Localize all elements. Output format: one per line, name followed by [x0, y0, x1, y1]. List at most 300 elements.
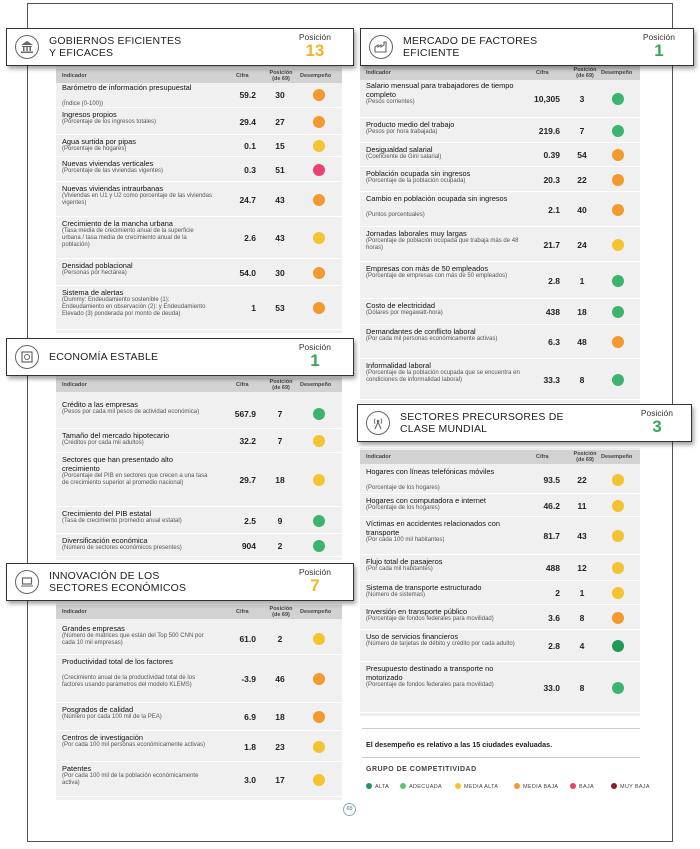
indicator-rank: 7: [277, 436, 283, 446]
header-cifra: Cifra: [236, 73, 249, 79]
section-position: [299, 342, 331, 370]
indicator-value: 29.7: [239, 475, 256, 485]
indicator-value: 46.2: [543, 501, 560, 511]
indicator-description: (Por cada 100 mil personas económicamente activas): [62, 742, 206, 748]
indicator-row: [56, 259, 342, 286]
position-value: 13: [305, 41, 325, 60]
performance-dot: [612, 587, 624, 599]
legend-item: [455, 783, 498, 790]
header-desempeno: Desempeño: [601, 454, 633, 460]
header-indicador: Indicador: [366, 454, 391, 460]
indicator-rank: 8: [579, 613, 585, 623]
indicator-value: 20.3: [543, 175, 560, 185]
indicator-row: [56, 762, 342, 797]
header-cifra: Cifra: [536, 454, 549, 460]
indicator-name: Sectores que han presentado alto crecimiento: [62, 455, 173, 473]
indicator-row: [360, 630, 640, 662]
section-position: [299, 567, 331, 595]
indicator-description: (Por cada mil habitantes): [366, 566, 433, 572]
indicator-name: Diversificación económica: [62, 536, 148, 545]
indicator-description: (Porcentaje de los hogares): [366, 485, 440, 491]
legend-label: MEDIA ALTA: [464, 784, 499, 790]
performance-dot: [612, 612, 624, 624]
indicator-name: Sistema de alertas: [62, 288, 124, 297]
performance-dot: [313, 741, 325, 753]
indicator-value: 1: [251, 303, 256, 313]
indicator-description: (Porcentaje de población ocupada que trabaja más de 48 horas): [366, 238, 519, 251]
performance-dot: [313, 408, 325, 420]
indicator-name: Crédito a las empresas: [62, 400, 138, 409]
indicator-value: 0.39: [543, 150, 560, 160]
indicator-row: [360, 299, 640, 325]
header-posicion: [570, 451, 600, 463]
performance-dot: [612, 306, 624, 318]
indicator-name: Víctimas en accidentes relacionados con transporte: [366, 519, 500, 537]
indicator-description: (Créditos por cada mil adultos): [62, 440, 144, 446]
indicator-description: (Pesos corrientes): [366, 99, 415, 105]
indicator-name: Flujo total de pasajeros: [366, 557, 443, 566]
section-position: [299, 32, 331, 60]
header-de69-label: (de 69): [576, 457, 594, 463]
indicator-rank: 53: [275, 303, 285, 313]
indicator-description: (Porcentaje de la población ocupada que se encuentra en condiciones de informalidad laboral): [366, 370, 520, 383]
section-header: [6, 338, 354, 376]
indicator-row: [360, 262, 640, 299]
indicator-description: (Tasa media de crecimiento anual de la superficie urbana / tasa media de crecimiento anual de la población): [62, 228, 194, 248]
indicator-rank: 7: [277, 409, 283, 419]
legend-dot: [400, 783, 406, 789]
indicator-name: Ingresos propios: [62, 110, 117, 119]
header-posicion-label: Posición: [269, 379, 293, 385]
section-title: [49, 351, 158, 363]
indicator-name: Uso de servicios financieros: [366, 632, 459, 641]
indicator-value: 2: [555, 588, 560, 598]
indicator-name: Agua surtida por pipas: [62, 137, 136, 146]
indicator-value: 24.7: [239, 195, 256, 205]
performance-dot: [612, 682, 624, 694]
header-posicion-label: Posición: [573, 67, 597, 73]
position-label: Posición: [298, 567, 331, 577]
indicator-rank: 8: [579, 375, 585, 385]
position-value: 1: [310, 351, 320, 370]
indicator-rank: 24: [577, 240, 587, 250]
indicator-description: (Porcentaje de la población ocupada): [366, 178, 466, 184]
indicator-row: [360, 581, 640, 605]
divider: [362, 757, 640, 758]
indicator-row: [360, 325, 640, 359]
indicator-name: Jornadas laborales muy largas: [366, 229, 467, 238]
indicator-description: (Índice (0-100)): [62, 101, 104, 107]
indicator-description: (Porcentaje del PIB en sectores que crecen a una tasa de crecimiento superior al promedio nacional): [62, 473, 208, 486]
legend-label: ALTA: [375, 784, 390, 790]
indicator-row: [56, 217, 342, 259]
indicator-rank: 43: [275, 233, 285, 243]
legend-title: GRUPO DE COMPETITIVIDAD: [366, 766, 477, 773]
performance-dot: [313, 515, 325, 527]
indicator-rank: 46: [275, 674, 285, 684]
indicator-rank: 4: [579, 641, 585, 651]
header-indicador: Indicador: [62, 73, 87, 79]
indicator-rank: 3: [579, 94, 585, 104]
indicator-description: (Pesos por hora trabajada): [366, 129, 438, 135]
indicator-row: [56, 157, 342, 182]
indicator-value: 2.8: [548, 641, 560, 651]
indicator-name: Empresas con más de 50 empleados: [366, 264, 489, 273]
indicator-name: Barómetro de información presupuestal: [62, 83, 192, 92]
indicator-row: [56, 398, 342, 429]
header-posicion-label: Posición: [269, 70, 293, 76]
indicator-rank: 7: [579, 126, 585, 136]
performance-dot: [612, 562, 624, 574]
indicator-rank: 12: [577, 563, 587, 573]
legend-item: [570, 783, 594, 790]
indicator-row: [56, 731, 342, 762]
section-header: [6, 28, 354, 66]
legend-dot: [514, 783, 520, 789]
performance-dot: [313, 267, 325, 279]
indicator-name: Hogares con computadora e internet: [366, 496, 486, 505]
performance-dot: [612, 239, 624, 251]
performance-dot: [313, 232, 325, 244]
indicator-value: 61.0: [239, 634, 256, 644]
indicator-value: 6.9: [244, 712, 256, 722]
indicator-row: [360, 517, 640, 555]
indicator-value: 33.3: [543, 375, 560, 385]
indicator-value: 33.0: [543, 683, 560, 693]
indicator-description: (Porcentaje de las viviendas vigentes): [62, 168, 164, 174]
divider: [362, 728, 640, 729]
performance-dot: [612, 640, 624, 652]
indicator-rank: 9: [277, 516, 283, 526]
indicator-row: [360, 359, 640, 400]
indicator-rank: 27: [275, 117, 285, 127]
performance-dot: [612, 174, 624, 186]
indicator-value: 2.8: [548, 276, 560, 286]
indicator-name: Patentes: [62, 764, 92, 773]
indicator-value: 93.5: [543, 475, 560, 485]
indicator-name: Producto medio del trabajo: [366, 120, 455, 129]
section-title-line1: SECTORES PRECURSORES DE: [400, 411, 564, 423]
indicator-description: (Número de sistemas): [366, 592, 426, 598]
header-desempeno: Desempeño: [300, 382, 332, 388]
indicator-row: [56, 81, 342, 108]
indicator-name: Sistema de transporte estructurado: [366, 583, 482, 592]
table-header: [56, 605, 342, 619]
indicator-description: (Porcentaje de fondos federales para movilidad): [366, 616, 494, 622]
position-value: 7: [310, 576, 320, 595]
indicator-value: 21.7: [543, 240, 560, 250]
indicator-row: [56, 108, 342, 135]
table-header: [56, 378, 342, 392]
performance-dot: [612, 474, 624, 486]
performance-dot: [313, 673, 325, 685]
indicator-rank: 1: [579, 276, 585, 286]
section-title-line2: SECTORES ECONÓMICOS: [49, 582, 187, 594]
header-posicion: [266, 606, 296, 618]
indicator-value: 488: [545, 563, 560, 573]
indicator-row: [360, 118, 640, 143]
performance-dot: [313, 435, 325, 447]
section-title: [49, 570, 186, 594]
table-header: [360, 450, 640, 464]
indicator-row: [360, 465, 640, 494]
indicator-value: -3.9: [241, 674, 256, 684]
indicator-row: [56, 622, 342, 655]
header-de69-label: (de 69): [576, 73, 594, 79]
legend-item: [400, 783, 442, 790]
indicator-rank: 1: [579, 588, 585, 598]
factory-icon: [369, 35, 393, 59]
section-title-line2: Y EFICACES: [49, 47, 114, 59]
indicator-rank: 30: [275, 90, 285, 100]
section-header: [360, 28, 694, 66]
indicator-name: Población ocupada sin ingresos: [366, 169, 471, 178]
indicator-row: [360, 143, 640, 167]
section-position: [641, 408, 673, 436]
indicator-name: Centros de investigación: [62, 733, 143, 742]
section-title-line2: CLASE MUNDIAL: [400, 423, 488, 435]
indicator-value: 2.1: [548, 205, 560, 215]
indicator-description: (Porcentaje de hogares): [62, 146, 127, 152]
government-building-icon: [15, 35, 39, 59]
performance-dot: [612, 125, 624, 137]
performance-note: El desempeño es relativo a las 15 ciudades evaluadas.: [366, 740, 553, 749]
performance-dot: [313, 633, 325, 645]
indicator-name: Informalidad laboral: [366, 361, 431, 370]
position-label: Posición: [298, 32, 331, 42]
section-header: [357, 404, 692, 442]
page-number: 65: [343, 803, 356, 816]
indicator-value: 2.6: [244, 233, 256, 243]
section-header: [6, 563, 354, 601]
indicator-description: (Número de matrices que están del Top 500 CNN por cada 10 mil empresas): [62, 633, 204, 646]
performance-dot: [612, 204, 624, 216]
indicator-value: 2.5: [244, 516, 256, 526]
indicator-row: [56, 703, 342, 731]
indicator-row: [56, 182, 342, 217]
indicator-value: 219.6: [538, 126, 560, 136]
indicator-row: [56, 453, 342, 507]
performance-dot: [313, 194, 325, 206]
indicator-name: Inversión en transporte público: [366, 607, 468, 616]
indicator-value: 904: [241, 541, 256, 551]
indicator-description: (Número de sectores económicos presentes): [62, 545, 182, 551]
antenna-icon: [366, 411, 390, 435]
indicator-description: (Porcentaje de los ingresos totales): [62, 119, 157, 125]
indicator-description: (Por cada 100 mil habitantes): [366, 537, 445, 543]
performance-dot: [313, 540, 325, 552]
indicator-row: [360, 605, 640, 630]
indicator-value: 1.8: [244, 742, 256, 752]
laptop-icon: [15, 570, 39, 594]
legend-dot: [570, 783, 576, 789]
indicator-description: (Personas por hectárea): [62, 270, 127, 276]
indicator-value: 3.6: [548, 613, 560, 623]
indicator-rank: 40: [577, 205, 587, 215]
economy-icon: [15, 345, 39, 369]
indicator-description: (Viviendas en U1 y U2 como porcentaje de las viviendas vigentes): [62, 193, 212, 206]
indicator-description: (Porcentaje de empresas con más de 50 empleados): [366, 273, 508, 279]
section-title-line2: EFICIENTE: [403, 47, 460, 59]
indicator-rank: 18: [275, 712, 285, 722]
performance-dot: [612, 149, 624, 161]
indicator-row: [56, 655, 342, 703]
indicator-row: [360, 662, 640, 713]
indicator-description: (Por cada 100 mil de la población económicamente activa): [62, 773, 199, 786]
indicator-rank: 8: [579, 683, 585, 693]
indicator-description: (Porcentaje de fondos federales para movilidad): [366, 682, 494, 688]
indicator-rank: 18: [577, 307, 587, 317]
indicator-name: Densidad poblacional: [62, 261, 133, 270]
indicator-rank: 43: [577, 531, 587, 541]
indicator-rank: 30: [275, 268, 285, 278]
indicator-name: Hogares con líneas telefónicas móviles: [366, 467, 495, 476]
indicator-name: Cambio en población ocupada sin ingresos: [366, 194, 508, 203]
indicator-description: (Tasa de crecimiento promedio anual estatal): [62, 518, 182, 524]
performance-dot: [313, 89, 325, 101]
indicator-name: Nuevas viviendas verticales: [62, 159, 154, 168]
indicator-description: (Dummy: Endeudamiento sostenible (1): Endeudamiento en observación (2): y Endeudamiento Elevado (3) ponderada por monto de deuda): [62, 297, 206, 317]
indicator-rank: 2: [277, 634, 283, 644]
indicator-value: 0.3: [244, 165, 256, 175]
performance-dot: [612, 336, 624, 348]
indicator-rank: 48: [577, 337, 587, 347]
header-desempeno: Desempeño: [300, 73, 332, 79]
table-header: [360, 66, 640, 80]
indicator-name: Tamaño del mercado hipotecario: [62, 431, 170, 440]
indicator-value: 3.0: [244, 775, 256, 785]
indicator-name: Desigualdad salarial: [366, 145, 433, 154]
legend-label: ADECUADA: [409, 784, 442, 790]
indicator-description: (Coeficiente de Gini salarial): [366, 154, 442, 160]
legend-label: BAJA: [579, 784, 594, 790]
header-de69-label: (de 69): [272, 612, 290, 618]
position-label: Posición: [640, 408, 673, 418]
indicator-rank: 22: [577, 475, 587, 485]
performance-dot: [313, 164, 325, 176]
indicator-rank: 51: [275, 165, 285, 175]
indicator-rank: 23: [275, 742, 285, 752]
legend-dot: [611, 783, 617, 789]
indicator-description: (Dólares por megawatt-hora): [366, 310, 443, 316]
indicator-row: [360, 167, 640, 192]
indicator-rank: 17: [275, 775, 285, 785]
indicator-value: 32.2: [239, 436, 256, 446]
header-de69-label: (de 69): [272, 385, 290, 391]
indicator-value: 81.7: [543, 531, 560, 541]
indicator-value: 567.9: [234, 409, 256, 419]
indicator-rank: 43: [275, 195, 285, 205]
legend-dot: [455, 783, 461, 789]
performance-dot: [313, 302, 325, 314]
indicator-name: Demandantes de conflicto laboral: [366, 327, 476, 336]
indicator-description: (Número por cada 100 mil de la PEA): [62, 714, 162, 720]
position-value: 3: [652, 417, 662, 436]
indicator-value: 10,305: [534, 94, 560, 104]
indicator-name: Salario mensual para trabajadores de tiempo completo: [366, 81, 514, 99]
indicator-row: [360, 494, 640, 517]
indicator-row: [56, 286, 342, 330]
indicator-description: (Porcentaje de los hogares): [366, 505, 440, 511]
section-title-line1: GOBIERNOS EFICIENTES: [49, 35, 182, 47]
indicator-rank: 15: [275, 141, 285, 151]
indicator-name: Costo de electricidad: [366, 301, 436, 310]
indicator-value: 6.3: [548, 337, 560, 347]
header-indicador: Indicador: [366, 70, 391, 76]
header-posicion: [266, 379, 296, 391]
header-posicion-label: Posición: [269, 606, 293, 612]
indicator-name: Nuevas viviendas intraurbanas: [62, 184, 164, 193]
indicator-name: Crecimiento del PIB estatal: [62, 509, 152, 518]
header-posicion: [570, 67, 600, 79]
indicator-rank: 22: [577, 175, 587, 185]
indicator-name: Posgrados de calidad: [62, 705, 134, 714]
indicator-value: 29.4: [239, 117, 256, 127]
legend-label: MEDIA BAJA: [523, 784, 559, 790]
indicator-row: [360, 227, 640, 262]
indicator-description: (Crecimiento anual de la productividad total de los factores usando parámetros del modelo KLEMS): [62, 675, 196, 688]
performance-dot: [612, 374, 624, 386]
performance-dot: [313, 774, 325, 786]
legend-label: MUY BAJA: [620, 784, 650, 790]
performance-dot: [612, 500, 624, 512]
header-indicador: Indicador: [62, 382, 87, 388]
position-label: Posición: [298, 342, 331, 352]
performance-dot: [313, 711, 325, 723]
header-indicador: Indicador: [62, 609, 87, 615]
performance-dot: [313, 474, 325, 486]
section-title: [49, 35, 181, 59]
section-title-line1: INNOVACIÓN DE LOS: [49, 570, 160, 582]
legend-item: [514, 783, 558, 790]
indicator-rank: 11: [577, 501, 587, 511]
indicator-row: [56, 534, 342, 557]
position-label: Posición: [642, 32, 675, 42]
position-value: 1: [654, 41, 664, 60]
legend-item: [611, 783, 650, 790]
indicator-description: (Puntos porcentuales): [366, 212, 425, 218]
indicator-name: Presupuesto destinado a transporte no motorizado: [366, 664, 494, 682]
indicator-description: (Número de tarjetas de débito y crédito por cada adulto): [366, 641, 515, 647]
legend-item: [366, 783, 389, 790]
header-desempeno: Desempeño: [601, 70, 633, 76]
indicator-row: [56, 429, 342, 453]
indicator-name: Productividad total de los factores: [62, 657, 173, 666]
performance-dot: [612, 530, 624, 542]
indicator-rank: 54: [577, 150, 587, 160]
section-title: [403, 35, 537, 59]
indicator-rank: 18: [275, 475, 285, 485]
header-posicion-label: Posición: [573, 451, 597, 457]
header-cifra: Cifra: [236, 382, 249, 388]
indicator-value: 0.1: [244, 141, 256, 151]
performance-dot: [313, 140, 325, 152]
indicator-name: Grandes empresas: [62, 624, 125, 633]
indicator-rank: 2: [277, 541, 283, 551]
section-title: [400, 411, 564, 435]
header-de69-label: (de 69): [272, 76, 290, 82]
performance-dot: [612, 93, 624, 105]
legend-dot: [366, 783, 372, 789]
performance-dot: [612, 275, 624, 287]
section-title-line1: ECONOMÍA ESTABLE: [49, 351, 159, 363]
header-cifra: Cifra: [536, 70, 549, 76]
indicator-row: [360, 555, 640, 581]
indicator-row: [360, 192, 640, 227]
indicator-row: [56, 507, 342, 534]
indicator-value: 438: [545, 307, 560, 317]
section-title-line1: MERCADO DE FACTORES: [403, 35, 538, 47]
